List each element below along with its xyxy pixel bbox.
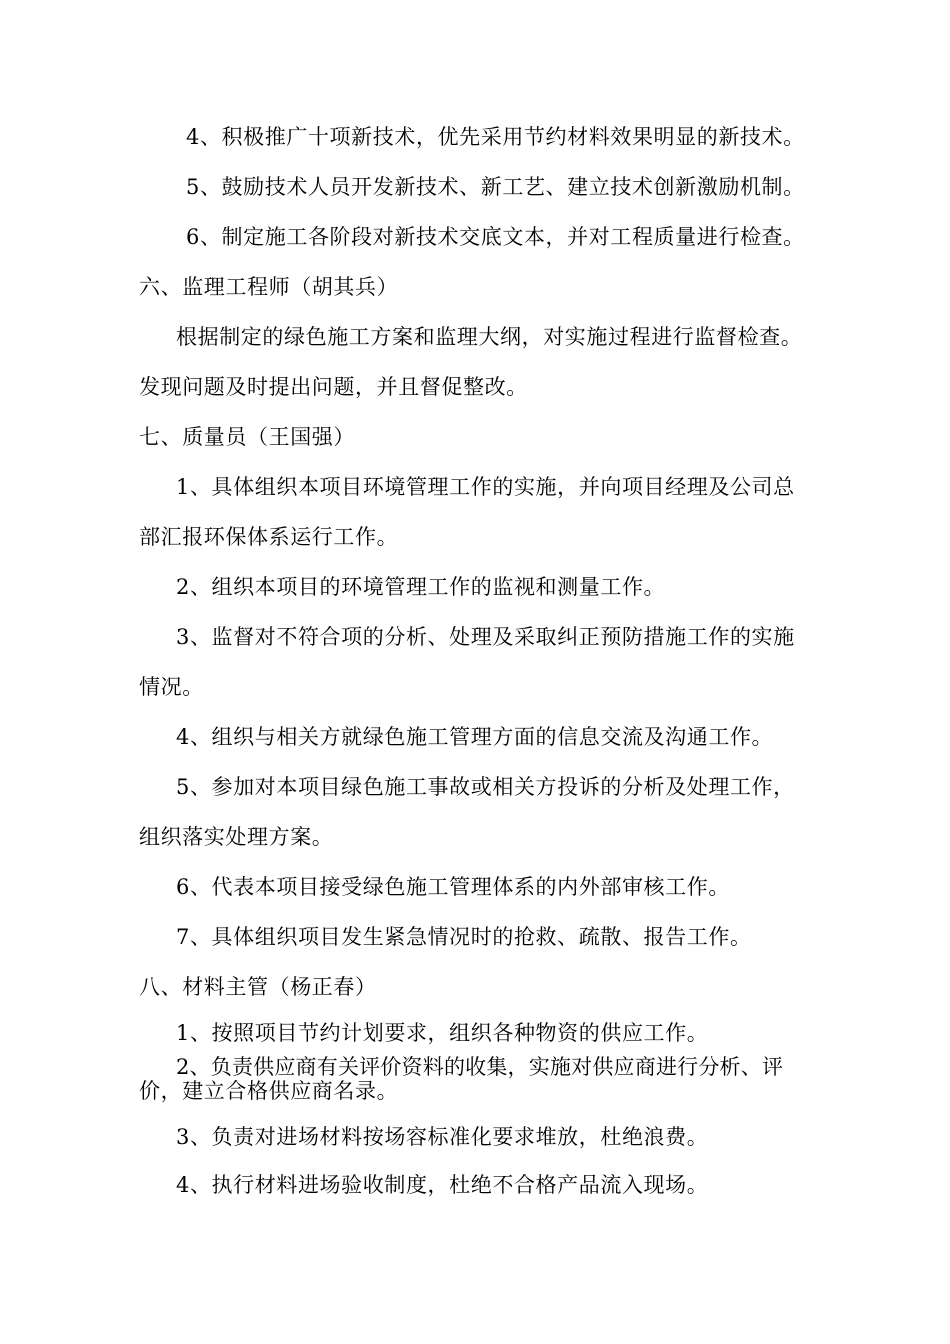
paragraph-line: 4、组织与相关方就绿色施工管理方面的信息交流及沟通工作。 xyxy=(176,725,774,749)
paragraph-line: 4、积极推广十项新技术，优先采用节约材料效果明显的新技术。 xyxy=(186,125,805,149)
paragraph-line: 部汇报环保体系运行工作。 xyxy=(139,525,399,549)
paragraph-line: 根据制定的绿色施工方案和监理大纲，对实施过程进行监督检查。 xyxy=(176,325,803,349)
paragraph-line: 发现问题及时提出问题，并且督促整改。 xyxy=(139,375,528,399)
paragraph-line: 2、组织本项目的环境管理工作的监视和测量工作。 xyxy=(176,575,666,599)
paragraph-line: 3、负责对进场材料按场容标准化要求堆放，杜绝浪费。 xyxy=(176,1125,709,1149)
paragraph-line: 3、监督对不符合项的分析、处理及采取纠正预防措施工作的实施 xyxy=(176,625,795,649)
paragraph-line: 5、鼓励技术人员开发新技术、新工艺、建立技术创新激励机制。 xyxy=(186,175,805,199)
section-heading: 八、材料主管（杨正春） xyxy=(139,975,377,999)
paragraph-line: 5、参加对本项目绿色施工事故或相关方投诉的分析及处理工作， xyxy=(176,775,795,799)
section-heading: 六、监理工程师（胡其兵） xyxy=(139,275,399,299)
paragraph-line: 6、制定施工各阶段对新技术交底文本，并对工程质量进行检查。 xyxy=(186,225,805,249)
paragraph-line: 2、负责供应商有关评价资料的收集，实施对供应商进行分析、评 xyxy=(176,1055,784,1079)
paragraph-line: 价，建立合格供应商名录。 xyxy=(139,1079,399,1103)
paragraph-line: 组织落实处理方案。 xyxy=(139,825,334,849)
paragraph-line: 1、按照项目节约计划要求，组织各种物资的供应工作。 xyxy=(176,1021,709,1045)
paragraph-line: 4、执行材料进场验收制度，杜绝不合格产品流入现场。 xyxy=(176,1173,709,1197)
paragraph-line: 情况。 xyxy=(139,675,204,699)
paragraph-line: 7、具体组织项目发生紧急情况时的抢救、疏散、报告工作。 xyxy=(176,925,752,949)
section-heading: 七、质量员（王国强） xyxy=(139,425,355,449)
paragraph-line: 6、代表本项目接受绿色施工管理体系的内外部审核工作。 xyxy=(176,875,730,899)
paragraph-line: 1、具体组织本项目环境管理工作的实施，并向项目经理及公司总 xyxy=(176,475,795,499)
